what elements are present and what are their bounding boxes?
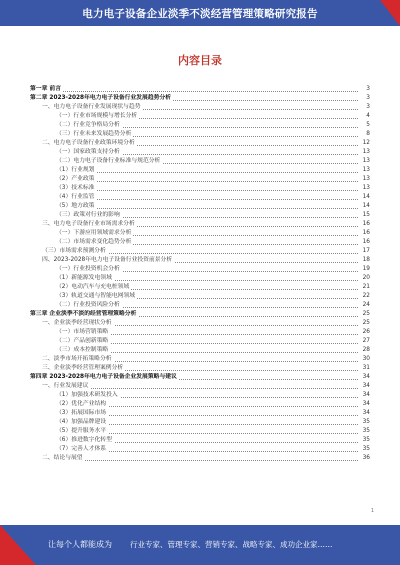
toc-entry[interactable] (30, 283, 370, 292)
toc-entry[interactable] (30, 274, 370, 283)
toc-entry-label: 第二章 2023-2028年电力电子设备行业发展趋势分析 (30, 95, 172, 101)
toc-entry[interactable] (30, 112, 370, 121)
toc-entry-page: 30 (362, 356, 370, 362)
toc-entry-label: （1）加强技术研发投入 (56, 392, 118, 398)
toc-entry-page: 25 (362, 311, 370, 317)
toc-entry-label: （一）行业市场规模与增长分析 (56, 113, 138, 119)
toc-leader-dots (30, 91, 358, 92)
toc-entry[interactable] (30, 103, 370, 112)
toc-entry-page: 35 (362, 437, 370, 443)
toc-entry[interactable] (30, 391, 370, 400)
toc-entry-page: 12 (362, 140, 370, 146)
toc-entry[interactable] (30, 94, 370, 103)
page-number: 1 (370, 508, 374, 514)
toc-entry-page: 16 (362, 221, 370, 227)
toc-entry-label: （一）行业投资机会分析 (56, 266, 120, 272)
toc-entry-page: 13 (362, 176, 370, 182)
toc-entry-label: 三、企业淡季经营管理案例分析 (42, 365, 124, 371)
toc-entry[interactable] (30, 400, 370, 409)
toc-entry-page: 16 (362, 230, 370, 236)
toc-entry-page: 16 (362, 239, 370, 245)
report-title: 电力电子设备企业淡季不淡经营管理策略研究报告 (82, 8, 318, 20)
toc-entry[interactable] (30, 328, 370, 337)
toc-entry-page: 26 (362, 329, 370, 335)
toc-entry-page: 3 (366, 95, 370, 101)
toc-leader-dots (56, 199, 358, 200)
toc-entry-page: 35 (362, 428, 370, 434)
toc-entry-page: 34 (362, 383, 370, 389)
toc-entry-page: 13 (362, 149, 370, 155)
toc-entry-label: 一、企业淡季经营现状分析 (42, 320, 112, 326)
toc-entry-label: （二）行业投资风险分析 (56, 302, 120, 308)
toc-entry-label: 二、电力电子设备行业政策环境分析 (42, 140, 135, 146)
toc-entry-page: 31 (362, 365, 370, 371)
toc-entry[interactable] (30, 184, 370, 193)
toc-entry[interactable] (30, 382, 370, 391)
toc-entry[interactable] (30, 256, 370, 265)
toc-entry-page: 13 (362, 158, 370, 164)
toc-entry-label: （三）市场需求预测分析 (42, 248, 106, 254)
toc-heading: 内容目录 (178, 54, 222, 67)
toc-entry[interactable] (30, 445, 370, 454)
toc-entry-page: 28 (362, 347, 370, 353)
toc-entry[interactable] (30, 337, 370, 346)
footer-lead-text: 让每个人都能成为 (48, 540, 112, 549)
toc-entry[interactable] (30, 310, 370, 319)
toc-entry-label: 一、电力电子设备行业发展现状与趋势 (42, 104, 141, 110)
report-header (0, 0, 400, 26)
toc-entry-label: （1）新能源发电领域 (56, 275, 112, 281)
toc-page (18, 38, 382, 520)
toc-leader-dots (42, 460, 358, 461)
toc-entry[interactable] (30, 355, 370, 364)
toc-entry-page: 22 (362, 293, 370, 299)
toc-entry[interactable] (30, 220, 370, 229)
toc-entry-page: 24 (362, 302, 370, 308)
toc-entry-page: 14 (362, 203, 370, 209)
toc-entry-label: （5）提升服务水平 (56, 428, 107, 434)
toc-entry-label: （7）完善人才体系 (56, 446, 107, 452)
toc-entry[interactable] (30, 265, 370, 274)
toc-entry-label: （一）市场营销策略 (56, 329, 109, 335)
toc-entry-page: 5 (366, 122, 370, 128)
toc-entry-page: 20 (362, 275, 370, 281)
toc-entry-page: 8 (366, 131, 370, 137)
toc-entry[interactable] (30, 130, 370, 139)
toc-entry-label: 第三章 企业淡季不淡的经营管理策略分析 (30, 311, 137, 317)
toc-entry-page: 15 (362, 212, 370, 218)
toc-entry-label: 二、结论与展望 (42, 455, 83, 461)
toc-entry-label: （二）市场需求变化趋势分析 (56, 239, 132, 245)
toc-entry[interactable] (30, 418, 370, 427)
toc-entry-label: （2）优化产业结构 (56, 401, 107, 407)
toc-entry-page: 34 (362, 401, 370, 407)
toc-leader-dots (56, 190, 358, 191)
toc-entry-page: 35 (362, 419, 370, 425)
toc-entry-label: （二）电力电子设备行业标准与规范分析 (56, 158, 161, 164)
toc-entry[interactable] (30, 373, 370, 382)
toc-entry-page: 13 (362, 167, 370, 173)
toc-entry[interactable] (30, 229, 370, 238)
header-corner-accent (380, 0, 400, 26)
toc-entry[interactable] (30, 202, 370, 211)
toc-entry[interactable] (30, 364, 370, 373)
toc-entry-label: （3）拓展国际市场 (56, 410, 107, 416)
toc-entry[interactable] (30, 454, 370, 463)
toc-entry-page: 25 (362, 320, 370, 326)
toc-entry-label: 一、行业发展建议 (42, 383, 89, 389)
toc-entry-label: （5）地方政策 (56, 203, 95, 209)
toc-entry-label: （4）加强品牌建设 (56, 419, 107, 425)
toc-entry-label: 二、淡季市场开拓策略分析 (42, 356, 112, 362)
toc-entry[interactable] (30, 346, 370, 355)
toc-leader-dots (56, 208, 358, 209)
toc-entry-label: （三）成本控制策略 (56, 347, 109, 353)
toc-entry-page: 34 (362, 410, 370, 416)
toc-entry[interactable] (30, 427, 370, 436)
toc-entry-label: （三）行业未来发展趋势分析 (56, 131, 132, 137)
toc-entry[interactable] (30, 292, 370, 301)
footer-slogan: 行业专家、管理专家、营销专家、战略专家、成功企业家…… (130, 540, 333, 549)
toc-entry[interactable] (30, 436, 370, 445)
toc-entry-label: 第一章 前言 (30, 86, 62, 92)
toc-entry-label: （三）政策对行业的影响 (56, 212, 120, 218)
toc-entry-page: 34 (362, 374, 370, 380)
toc-entry[interactable] (30, 157, 370, 166)
toc-entry[interactable] (30, 85, 370, 94)
toc-leader-dots (56, 172, 358, 173)
toc-entry[interactable] (30, 175, 370, 184)
toc-entry-page: 21 (362, 284, 370, 290)
toc-entry-label: （二）产品创新策略 (56, 338, 109, 344)
toc-entry-label: 第四章 2023-2028年电力电子设备企业发展策略与建议 (30, 374, 177, 380)
toc-entry-label: （一）国家政策支持分析 (56, 149, 120, 155)
toc-entry-label: （2）产业政策 (56, 176, 95, 182)
toc-entry[interactable] (30, 238, 370, 247)
toc-entry-page: 4 (366, 113, 370, 119)
toc-entry-label: （二）行业竞争格局分析 (56, 122, 120, 128)
toc-entry-label: （一）下游应用领域需求分析 (56, 230, 132, 236)
toc-entry-label: （3）轨道交通与智能电网领域 (56, 293, 136, 299)
toc-entry-page: 27 (362, 338, 370, 344)
toc-entry-page: 35 (362, 446, 370, 452)
toc-entry-page: 36 (362, 455, 370, 461)
toc-entry-label: （6）推进数字化转型 (56, 437, 112, 443)
toc-entry-page: 19 (362, 266, 370, 272)
toc-entry-page: 34 (362, 392, 370, 398)
toc-entry-label: （2）电动汽车与充电桩领域 (56, 284, 130, 290)
toc-entry[interactable] (30, 301, 370, 310)
toc-entry-page: 3 (366, 86, 370, 92)
toc-entry-page: 18 (362, 257, 370, 263)
toc-entry[interactable] (30, 121, 370, 130)
toc-entry[interactable] (30, 247, 370, 256)
toc-entry[interactable] (30, 148, 370, 157)
toc-entry-page: 13 (362, 185, 370, 191)
toc-entry[interactable] (30, 193, 370, 202)
toc-entry-page: 17 (362, 248, 370, 254)
toc-entry[interactable] (30, 166, 370, 175)
toc-entry-label: 四、2023-2028年电力电子设备行业投资前景分析 (42, 257, 173, 263)
toc-entry[interactable] (30, 139, 370, 148)
toc-entry[interactable] (30, 211, 370, 220)
toc-entry-label: （4）行业监管 (56, 194, 95, 200)
toc-entry-page: 14 (362, 194, 370, 200)
toc-entry[interactable] (30, 409, 370, 418)
toc-entry-label: （3）技术标准 (56, 185, 95, 191)
toc-list (30, 85, 370, 463)
footer-corner-accent (0, 525, 36, 565)
toc-entry-page: 3 (366, 104, 370, 110)
footer-banner (0, 525, 400, 565)
toc-leader-dots (56, 181, 358, 182)
toc-entry-label: 三、电力电子设备行业市场需求分析 (42, 221, 135, 227)
toc-entry[interactable] (30, 319, 370, 328)
toc-entry-label: （1）行业规划 (56, 167, 95, 173)
